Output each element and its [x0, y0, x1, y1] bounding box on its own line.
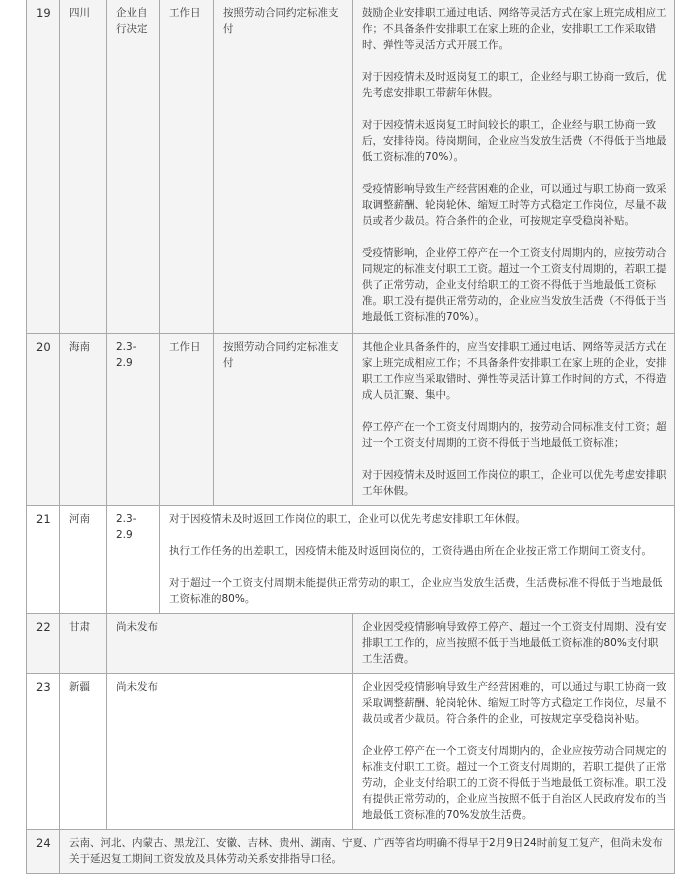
- period-cell: 企业自行决定: [107, 0, 160, 334]
- day-type-cell: 工作日: [160, 0, 214, 334]
- details-cell: [353, 674, 675, 830]
- detail-paragraph: 其他企业具备条件的，应当安排职工通过电话、网络等灵活方式在家上班完成相应工作；不具备条件安排职工在家上班的企业，安排职工工作应当采取错时、弹性等灵活计算工作时间的方式，不得造成人员汇聚、集中。: [362, 341, 667, 401]
- detail-paragraph: 鼓励企业安排职工通过电话、网络等灵活方式在家上班完成相应工作；不具备条件安排职工在家上班的企业，安排职工工作采取错时、弹性等灵活方式开展工作。: [362, 7, 667, 51]
- details-cell: [353, 614, 675, 674]
- wage-policy-table: [26, 0, 675, 874]
- detail-paragraph: 对于因疫情未及时返回工作岗位的职工，企业可以优先考虑安排职工年休假。: [169, 513, 526, 525]
- details-cell: [353, 0, 675, 334]
- detail-paragraph: 执行工作任务的出差职工，因疫情未能及时返回岗位的，工资待遇由所在企业按正常工作期间工资支付。: [169, 545, 652, 557]
- province-cell: 河南: [60, 506, 107, 614]
- row-number: 21: [27, 506, 60, 614]
- detail-paragraph: 企业停工停产在一个工资支付周期内的，企业应按劳动合同规定的标准支付职工工资。超过一个工资支付周期的，若职工提供了正常劳动，企业支付给职工的工资不得低于当地最低工资标准。职工没有提供正常劳动的，企业应当按照不低于自治区人民政府发布的当地最低工资标准的70%发放生活费。: [362, 745, 667, 821]
- details-cell: [160, 506, 675, 614]
- row-number: 24: [27, 830, 60, 874]
- table-row: [27, 334, 675, 506]
- detail-paragraph: 企业因受疫情影响导致停工停产、超过一个工资支付周期、没有安排职工工作的，应当按照不低于当地最低工资标准的80%支付职工生活费。: [362, 621, 667, 665]
- status-cell: 尚未发布: [107, 614, 353, 674]
- day-type-cell: 工作日: [160, 334, 214, 506]
- row-number: 23: [27, 674, 60, 830]
- province-cell: 甘肃: [60, 614, 107, 674]
- period-cell: 2.3-2.9: [107, 506, 160, 614]
- province-cell: 海南: [60, 334, 107, 506]
- summary-cell: 云南、河北、内蒙古、黑龙江、安徽、吉林、贵州、湖南、宁夏、广西等省均明确不得早于2月9日24时前复工复产，但尚未发布关于延迟复工期间工资发放及具体劳动关系安排指导口径。: [60, 830, 675, 874]
- detail-paragraph: 企业因受疫情影响导致生产经营困难的，可以通过与职工协商一致采取调整薪酬、轮岗轮休、缩短工时等方式稳定工作岗位，尽量不裁员或者少裁员。符合条件的企业，可按规定享受稳岗补贴。: [362, 681, 667, 725]
- row-number: 20: [27, 334, 60, 506]
- table-row: [27, 830, 675, 874]
- detail-paragraph: 受疫情影响，企业停工停产在一个工资支付周期内的，应按劳动合同规定的标准支付职工工资。超过一个工资支付周期的，若职工提供了正常劳动，企业支付给职工的工资不得低于当地最低工资标准。职工没有提供正常劳动的，企业应当发放生活费（不得低于当地最低工资标准的70%）。: [362, 247, 667, 323]
- province-cell: 新疆: [60, 674, 107, 830]
- detail-paragraph: 对于因疫情未返岗复工时间较长的职工，企业经与职工协商一致后，安排待岗。待岗期间，企业应当发放生活费（不得低于当地最低工资标准的70%）。: [362, 119, 667, 163]
- detail-paragraph: 对于因疫情未及时返岗复工的职工，企业经与职工协商一致后，优先考虑安排职工带薪年休假。: [362, 71, 667, 99]
- table-row: [27, 0, 675, 334]
- detail-paragraph: 停工停产在一个工资支付周期内的，按劳动合同标准支付工资；超过一个工资支付周期的工资不得低于当地最低工资标准；: [362, 421, 667, 449]
- table-row: [27, 674, 675, 830]
- row-number: 22: [27, 614, 60, 674]
- row-number: 19: [27, 0, 60, 334]
- table-row: [27, 614, 675, 674]
- table-row: [27, 506, 675, 614]
- detail-paragraph: 对于超过一个工资支付周期未能提供正常劳动的职工，企业应当发放生活费，生活费标准不得低于当地最低工资标准的80%。: [169, 577, 663, 605]
- pay-rule-cell: 按照劳动合同约定标准支付: [214, 334, 353, 506]
- pay-rule-cell: 按照劳动合同约定标准支付: [214, 0, 353, 334]
- period-cell: 2.3-2.9: [107, 334, 160, 506]
- detail-paragraph: 受疫情影响导致生产经营困难的企业，可以通过与职工协商一致采取调整薪酬、轮岗轮休、缩短工时等方式稳定工作岗位，尽量不裁员或者少裁员。符合条件的企业，可按规定享受稳岗补贴。: [362, 183, 667, 227]
- province-cell: 四川: [60, 0, 107, 334]
- status-cell: 尚未发布: [107, 674, 353, 830]
- details-cell: [353, 334, 675, 506]
- detail-paragraph: 对于因疫情未及时返回工作岗位的职工，企业可以优先考虑安排职工年休假。: [362, 469, 667, 497]
